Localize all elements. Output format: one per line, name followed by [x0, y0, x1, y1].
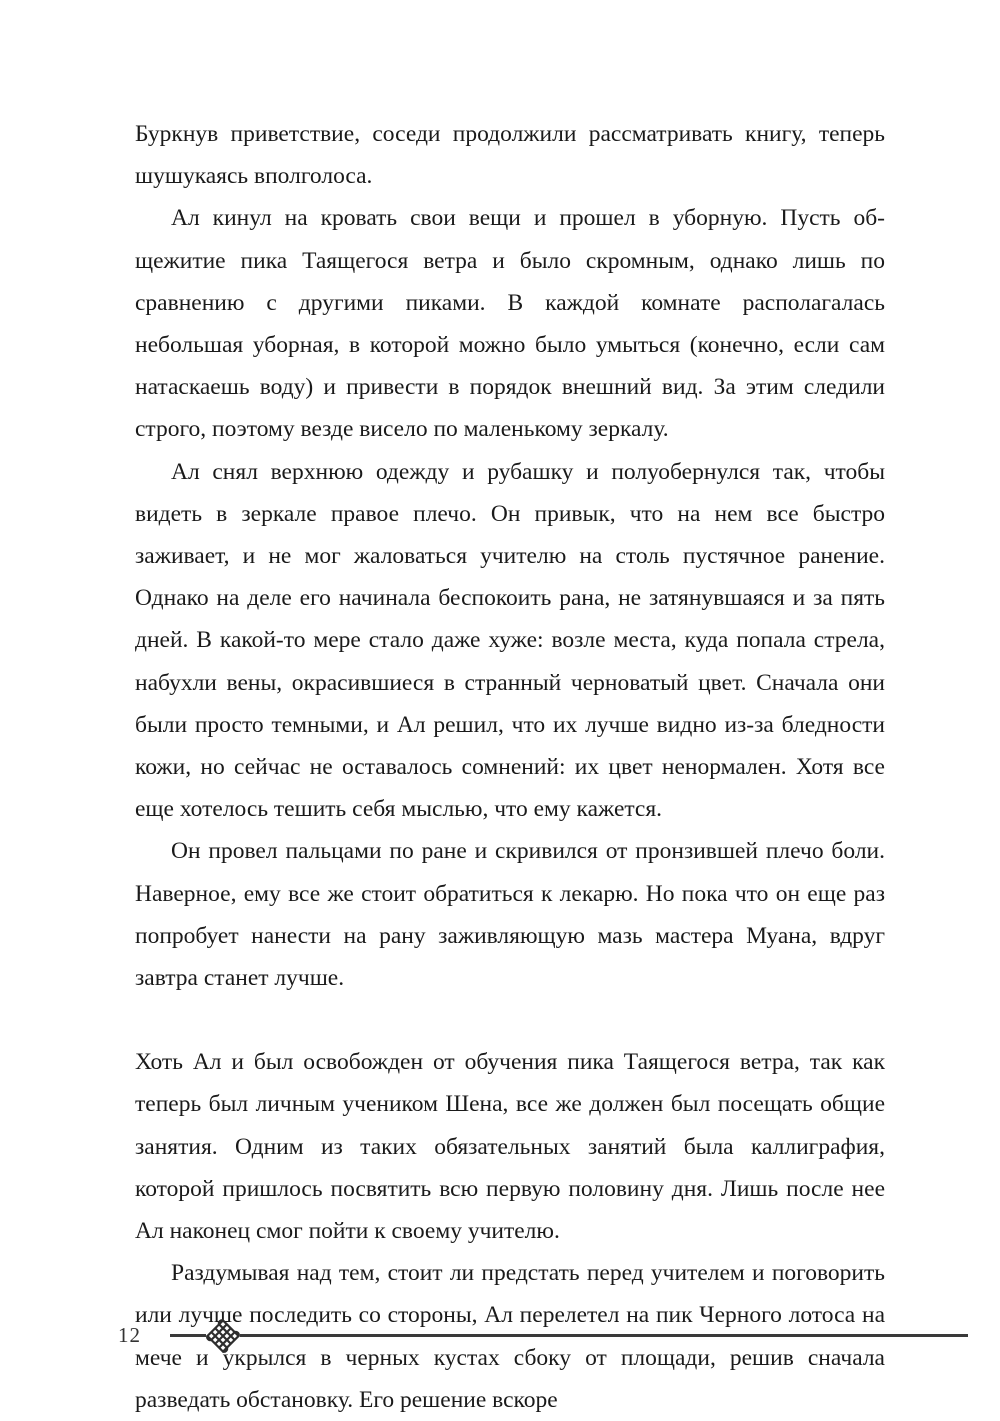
page-number: 12	[118, 1323, 141, 1347]
paragraph-section-start: Хоть Ал и был освобожден от обучения пика Таящегося ветра, так как теперь был личным учеником Шена, все же должен был посещать общие занятия. Одним из таких обязательных занятий была каллиграфия, которой пришлось посвятить всю первую половину дня. Лишь после нее Ал наконец смог пойти к своему учителю.	[135, 1049, 885, 1245]
paragraph: Ал снял верхнюю одежду и рубашку и полуобернулся так, чтобы видеть в зеркале правое плечо. Он привык, что на нем все быстро заживает, и не мог жаловаться учителю на столь пустячное ранение. Однако на деле его начинала беспокоить рана, не затянувшаяся и за пять дней. В какой-то мере стало даже хуже: возле места, куда попала стрела, набухли вены, окрасившиеся в странный черноватый цвет. Сначала они были просто темными, и Ал решил, что их лучше видно из-за бледности кожи, но сейчас не оставалось сомнений: их цвет ненормален. Хотя все еще хотелось тешить себя мыслью, что ему кажется.	[135, 458, 885, 823]
page-footer	[0, 1316, 1000, 1356]
paragraph: Он провел пальцами по ране и скривился от пронзившей плечо боли. Наверное, ему все же стоит обратиться к лекарю. Но пока что он еще раз попробует нанести на рану заживляющую мазь мастера Муана, вдруг завтра станет лучше.	[135, 838, 885, 992]
paragraph: Ал кинул на кровать свои вещи и прошел в уборную. Пусть общежитие пика Таящегося ветра и было скромным, однако лишь по сравнению с другими пиками. В каждой комнате располагалась небольшая уборная, в которой можно было умыться (конечно, если сам натаскаешь воду) и привести в порядок внешний вид. За этим следили строго, поэтому везде висело по маленькому зеркалу.	[135, 205, 885, 443]
footer-rule-right	[240, 1334, 968, 1337]
footer-rule-left	[170, 1334, 206, 1337]
paragraph-continued: Буркнув приветствие, соседи продолжили рассматривать книгу, теперь шушукаясь вполголоса.	[135, 121, 885, 190]
endless-knot-icon	[203, 1316, 243, 1356]
page-body	[135, 113, 885, 1421]
paragraph: Раздумывая над тем, стоит ли предстать перед учителем и поговорить или лучше последить со стороны, Ал перелетел на пик Черного лотоса на мече и укрылся в черных кустах сбоку от площади, решив сначала разведать обстановку. Его решение вскоре	[135, 1260, 885, 1413]
